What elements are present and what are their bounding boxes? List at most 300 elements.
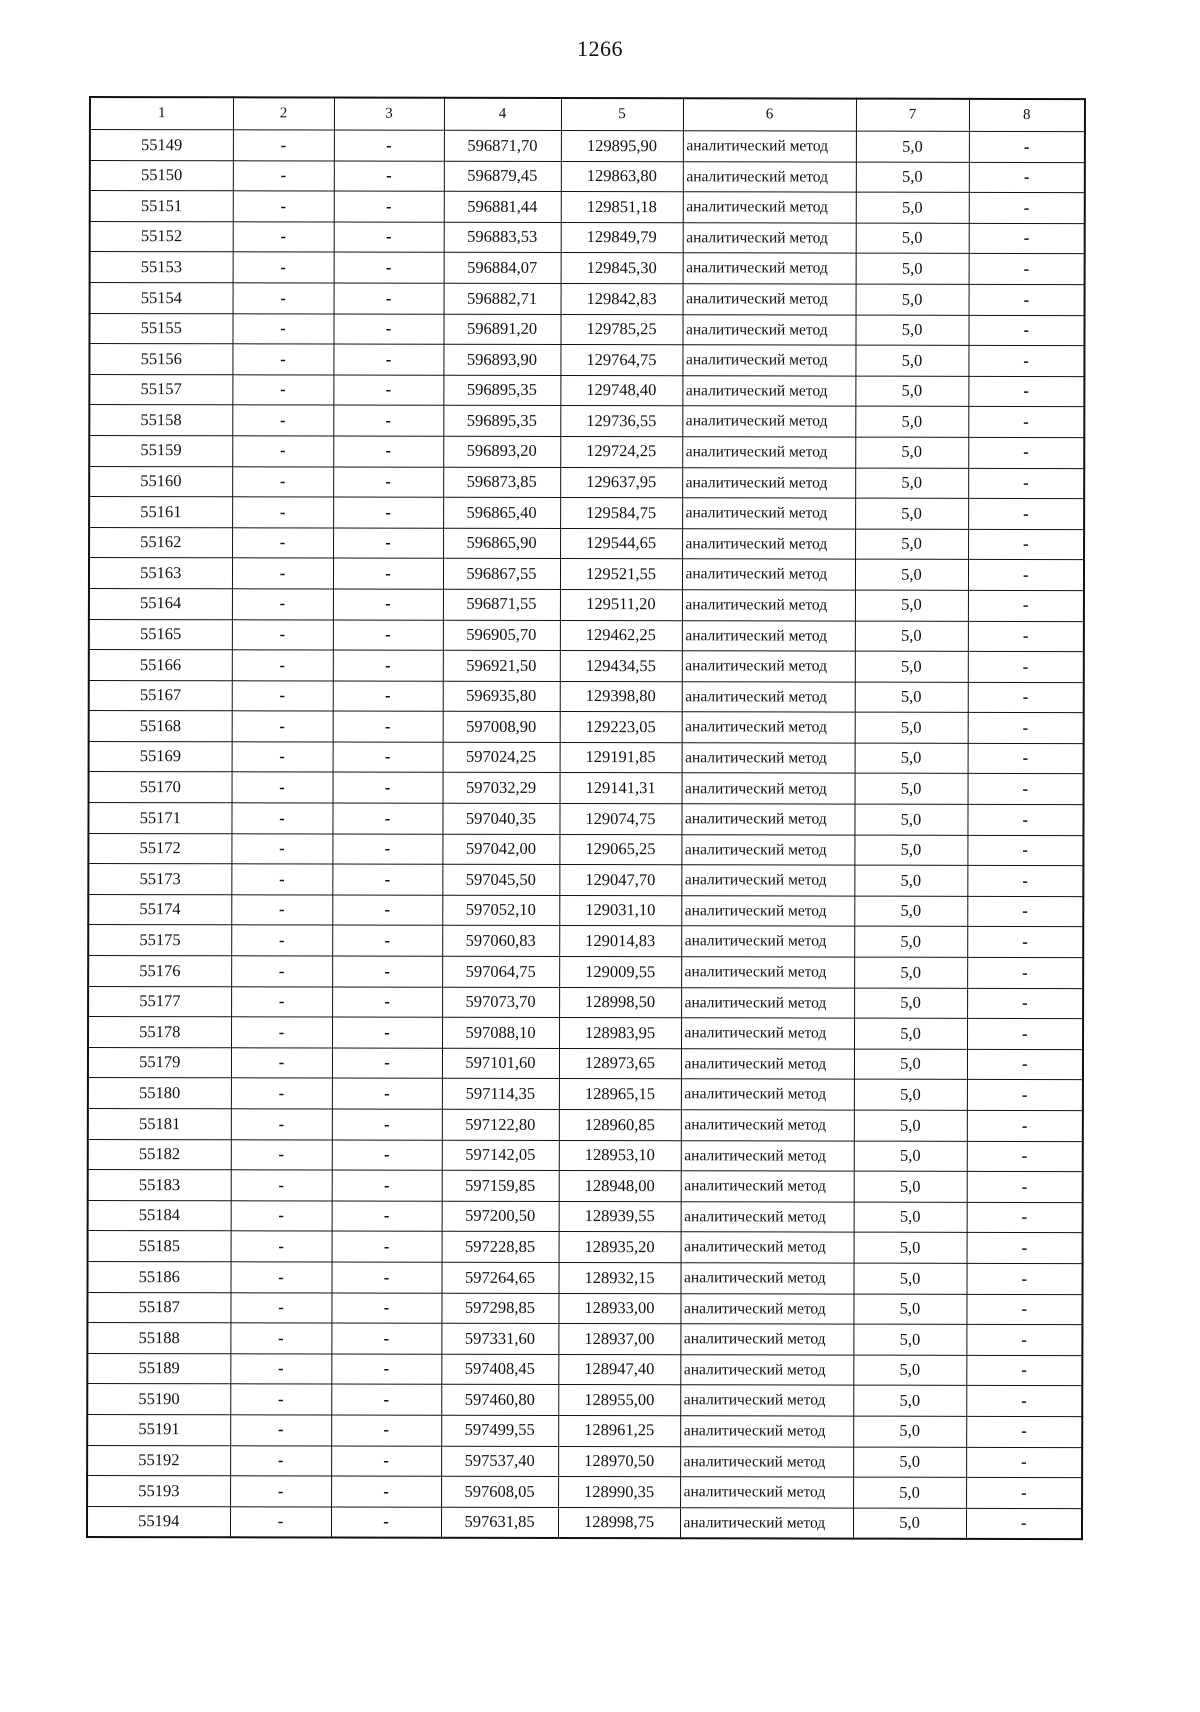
table-row — [89, 650, 1084, 683]
cell-col-8: - — [966, 1355, 1082, 1386]
cell-col-3: - — [332, 1048, 442, 1079]
cell-col-8: - — [968, 407, 1084, 438]
cell-col-2: - — [231, 1109, 332, 1140]
column-header-1: 1 — [90, 97, 233, 130]
cell-method: аналитический метод — [680, 1385, 853, 1416]
cell-col-2: - — [232, 711, 333, 742]
cell-col-3: - — [331, 1323, 441, 1354]
cell-coord-y: 129031,10 — [559, 895, 681, 926]
cell-point-number: 55168 — [89, 711, 232, 742]
cell-col-2: - — [231, 1017, 332, 1048]
cell-col-2: - — [230, 1384, 331, 1415]
table-row — [89, 680, 1084, 713]
cell-col-2: - — [230, 1292, 331, 1323]
cell-coord-y: 128961,25 — [558, 1415, 680, 1446]
cell-point-number: 55160 — [89, 466, 232, 497]
cell-coord-x: 597060,83 — [442, 926, 559, 957]
table-row — [87, 1414, 1082, 1447]
cell-method: аналитический метод — [681, 1171, 854, 1202]
cell-coord-x: 597460,80 — [441, 1385, 558, 1416]
cell-method: аналитический метод — [683, 161, 856, 192]
cell-col-2: - — [231, 803, 332, 834]
table-row — [88, 925, 1083, 958]
cell-point-number: 55161 — [89, 497, 232, 528]
cell-col-3: - — [333, 375, 443, 406]
cell-col-8: - — [968, 774, 1084, 805]
table-row — [90, 160, 1085, 193]
cell-col-8: - — [966, 1386, 1082, 1417]
cell-coord-y: 129521,55 — [560, 559, 682, 590]
cell-method: аналитический метод — [682, 345, 855, 376]
cell-accuracy: 5,0 — [854, 1080, 967, 1111]
cell-method: аналитический метод — [680, 1446, 853, 1477]
cell-col-8: - — [968, 743, 1084, 774]
cell-coord-x: 596895,35 — [443, 375, 560, 406]
cell-col-8: - — [967, 957, 1083, 988]
cell-method: аналитический метод — [682, 773, 855, 804]
cell-point-number: 55176 — [88, 956, 231, 987]
cell-coord-x: 596873,85 — [443, 467, 560, 498]
cell-coord-x: 597499,55 — [441, 1415, 558, 1446]
cell-accuracy: 5,0 — [854, 957, 967, 988]
cell-coord-x: 596891,20 — [443, 314, 560, 345]
cell-accuracy: 5,0 — [855, 743, 968, 774]
cell-coord-x: 597008,90 — [443, 712, 560, 743]
cell-coord-x: 596865,40 — [443, 497, 560, 528]
cell-col-2: - — [230, 1323, 331, 1354]
cell-method: аналитический метод — [682, 406, 855, 437]
cell-point-number: 55175 — [88, 925, 231, 956]
cell-point-number: 55170 — [89, 772, 232, 803]
cell-method: аналитический метод — [680, 1263, 853, 1294]
cell-coord-x: 596871,55 — [443, 589, 560, 620]
cell-col-8: - — [969, 284, 1085, 315]
cell-accuracy: 5,0 — [855, 498, 968, 529]
cell-point-number: 55162 — [89, 527, 232, 558]
cell-col-8: - — [969, 131, 1085, 162]
cell-col-3: - — [333, 497, 443, 528]
table-row — [87, 1445, 1082, 1478]
cell-method: аналитический метод — [683, 192, 856, 223]
cell-accuracy: 5,0 — [855, 529, 968, 560]
cell-col-8: - — [968, 437, 1084, 468]
table-row — [89, 527, 1084, 560]
cell-coord-x: 597200,50 — [442, 1201, 559, 1232]
cell-point-number: 55149 — [90, 130, 233, 161]
cell-col-8: - — [967, 866, 1083, 897]
cell-col-2: - — [232, 436, 333, 467]
cell-coord-y: 128933,00 — [558, 1293, 680, 1324]
cell-coord-x: 596895,35 — [443, 406, 560, 437]
cell-point-number: 55165 — [89, 619, 232, 650]
cell-coord-x: 597298,85 — [441, 1293, 558, 1324]
cell-coord-y: 129842,83 — [561, 283, 683, 314]
cell-col-2: - — [231, 1139, 332, 1170]
cell-accuracy: 5,0 — [854, 865, 967, 896]
cell-col-3: - — [333, 589, 443, 620]
cell-method: аналитический метод — [680, 1507, 853, 1538]
table-row — [87, 1506, 1082, 1539]
cell-col-3: - — [333, 528, 443, 559]
cell-coord-x: 597142,05 — [442, 1140, 559, 1171]
cell-col-2: - — [231, 864, 332, 895]
table-row — [89, 374, 1084, 407]
cell-col-2: - — [233, 222, 334, 253]
cell-col-2: - — [231, 895, 332, 926]
cell-col-3: - — [331, 1476, 441, 1507]
cell-coord-x: 597042,00 — [442, 834, 559, 865]
table-row — [89, 313, 1084, 346]
cell-accuracy: 5,0 — [854, 988, 967, 1019]
cell-col-2: - — [231, 956, 332, 987]
cell-point-number: 55183 — [88, 1170, 231, 1201]
cell-accuracy: 5,0 — [855, 315, 968, 346]
cell-col-3: - — [333, 742, 443, 773]
cell-col-8: - — [968, 651, 1084, 682]
cell-coord-x: 597608,05 — [441, 1476, 558, 1507]
cell-col-2: - — [233, 191, 334, 222]
cell-coord-y: 129863,80 — [561, 161, 683, 192]
cell-col-8: - — [969, 193, 1085, 224]
cell-coord-x: 597088,10 — [442, 1017, 559, 1048]
cell-col-2: - — [231, 833, 332, 864]
cell-method: аналитический метод — [681, 1202, 854, 1233]
cell-col-3: - — [332, 956, 442, 987]
column-header-5: 5 — [561, 98, 683, 131]
cell-coord-x: 597045,50 — [442, 864, 559, 895]
cell-coord-x: 596905,70 — [443, 620, 560, 651]
cell-col-2: - — [232, 344, 333, 375]
cell-coord-y: 128983,95 — [559, 1018, 681, 1049]
cell-method: аналитический метод — [682, 559, 855, 590]
cell-coord-x: 597073,70 — [442, 987, 559, 1018]
cell-col-3: - — [333, 620, 443, 651]
cell-coord-x: 596921,50 — [443, 650, 560, 681]
cell-point-number: 55192 — [87, 1445, 230, 1476]
cell-point-number: 55158 — [89, 405, 232, 436]
cell-method: аналитический метод — [680, 1416, 853, 1447]
cell-col-2: - — [232, 772, 333, 803]
cell-col-2: - — [232, 558, 333, 589]
cell-col-2: - — [232, 528, 333, 559]
page-number: 1266 — [577, 36, 623, 61]
cell-col-2: - — [232, 650, 333, 681]
cell-accuracy: 5,0 — [855, 468, 968, 499]
cell-point-number: 55181 — [88, 1108, 231, 1139]
cell-method: аналитический метод — [682, 651, 855, 682]
cell-col-2: - — [233, 283, 334, 314]
table-row — [88, 1200, 1083, 1233]
cell-coord-x: 597631,85 — [441, 1507, 558, 1538]
cell-accuracy: 5,0 — [856, 162, 969, 193]
cell-col-8: - — [966, 1294, 1082, 1325]
cell-accuracy: 5,0 — [856, 253, 969, 284]
cell-accuracy: 5,0 — [856, 131, 969, 162]
cell-coord-y: 129544,65 — [560, 528, 682, 559]
cell-coord-y: 128998,75 — [558, 1507, 680, 1538]
cell-method: аналитический метод — [681, 1232, 854, 1263]
table-body — [87, 130, 1085, 1540]
cell-accuracy: 5,0 — [854, 804, 967, 835]
table-header-row — [90, 97, 1085, 132]
cell-coord-x: 597408,45 — [441, 1354, 558, 1385]
cell-col-3: - — [332, 1231, 442, 1262]
cell-col-2: - — [231, 925, 332, 956]
cell-col-3: - — [332, 987, 442, 1018]
cell-col-8: - — [968, 590, 1084, 621]
cell-point-number: 55172 — [88, 833, 231, 864]
cell-point-number: 55163 — [89, 558, 232, 589]
cell-col-8: - — [966, 1477, 1082, 1508]
cell-col-3: - — [334, 191, 444, 222]
cell-col-2: - — [230, 1415, 331, 1446]
cell-coord-y: 129141,31 — [560, 773, 682, 804]
cell-col-3: - — [334, 252, 444, 283]
cell-coord-y: 129014,83 — [559, 926, 681, 957]
table-row — [89, 588, 1084, 621]
cell-col-3: - — [332, 1109, 442, 1140]
cell-coord-x: 597040,35 — [442, 803, 559, 834]
cell-method: аналитический метод — [682, 590, 855, 621]
cell-accuracy: 5,0 — [854, 1141, 967, 1172]
cell-col-3: - — [332, 864, 442, 895]
cell-coord-x: 596865,90 — [443, 528, 560, 559]
cell-method: аналитический метод — [680, 1293, 853, 1324]
cell-method: аналитический метод — [681, 1049, 854, 1080]
cell-col-3: - — [333, 467, 443, 498]
cell-point-number: 55178 — [88, 1017, 231, 1048]
cell-col-8: - — [967, 1141, 1083, 1172]
cell-coord-y: 128955,00 — [558, 1385, 680, 1416]
table-row — [87, 1292, 1082, 1325]
cell-coord-x: 596893,20 — [443, 436, 560, 467]
cell-point-number: 55191 — [87, 1414, 230, 1445]
column-header-8: 8 — [969, 99, 1085, 132]
cell-col-8: - — [966, 1508, 1082, 1539]
cell-col-8: - — [967, 1233, 1083, 1264]
cell-point-number: 55182 — [88, 1139, 231, 1170]
cell-point-number: 55167 — [89, 680, 232, 711]
cell-point-number: 55156 — [89, 344, 232, 375]
column-header-3: 3 — [334, 98, 444, 131]
cell-coord-x: 597228,85 — [442, 1232, 559, 1263]
table-row — [88, 986, 1083, 1019]
cell-col-2: - — [233, 252, 334, 283]
cell-point-number: 55190 — [87, 1384, 230, 1415]
table-row — [87, 1323, 1082, 1356]
cell-point-number: 55185 — [88, 1231, 231, 1262]
cell-coord-y: 129065,25 — [559, 834, 681, 865]
table-row — [90, 282, 1085, 315]
cell-coord-x: 596884,07 — [444, 253, 561, 284]
cell-coord-x: 597537,40 — [441, 1446, 558, 1477]
cell-method: аналитический метод — [681, 957, 854, 988]
cell-col-2: - — [230, 1262, 331, 1293]
table-row — [87, 1476, 1082, 1509]
cell-coord-y: 129191,85 — [560, 742, 682, 773]
table-row — [88, 1139, 1083, 1172]
cell-coord-x: 596935,80 — [443, 681, 560, 712]
cell-col-3: - — [332, 1017, 442, 1048]
cell-point-number: 55193 — [87, 1476, 230, 1507]
cell-method: аналитический метод — [681, 1018, 854, 1049]
cell-point-number: 55152 — [90, 221, 233, 252]
cell-coord-y: 129434,55 — [560, 651, 682, 682]
cell-accuracy: 5,0 — [855, 406, 968, 437]
cell-accuracy: 5,0 — [855, 376, 968, 407]
cell-method: аналитический метод — [683, 223, 856, 254]
cell-coord-x: 596871,70 — [444, 130, 561, 161]
cell-col-3: - — [331, 1293, 441, 1324]
table-row — [88, 1078, 1083, 1111]
cell-coord-x: 597114,35 — [442, 1079, 559, 1110]
cell-col-8: - — [966, 1416, 1082, 1447]
cell-coord-y: 128998,50 — [559, 987, 681, 1018]
cell-accuracy: 5,0 — [855, 651, 968, 682]
table-row — [89, 405, 1084, 438]
cell-method: аналитический метод — [681, 926, 854, 957]
cell-coord-y: 128960,85 — [559, 1109, 681, 1140]
cell-coord-x: 597064,75 — [442, 956, 559, 987]
table-row — [88, 956, 1083, 989]
cell-point-number: 55157 — [89, 374, 232, 405]
cell-col-3: - — [333, 772, 443, 803]
cell-col-3: - — [332, 1170, 442, 1201]
cell-col-2: - — [232, 680, 333, 711]
cell-method: аналитический метод — [681, 804, 854, 835]
cell-col-8: - — [968, 315, 1084, 346]
cell-point-number: 55151 — [90, 191, 233, 222]
cell-coord-y: 128947,40 — [558, 1354, 680, 1385]
cell-coord-y: 129785,25 — [560, 314, 682, 345]
cell-accuracy: 5,0 — [853, 1355, 966, 1386]
cell-col-8: - — [969, 254, 1085, 285]
cell-accuracy: 5,0 — [854, 1202, 967, 1233]
cell-point-number: 55177 — [88, 986, 231, 1017]
cell-accuracy: 5,0 — [854, 1049, 967, 1080]
cell-method: аналитический метод — [683, 253, 856, 284]
cell-accuracy: 5,0 — [855, 621, 968, 652]
cell-method: аналитический метод — [682, 498, 855, 529]
cell-point-number: 55150 — [90, 160, 233, 191]
cell-method: аналитический метод — [682, 528, 855, 559]
cell-col-3: - — [333, 681, 443, 712]
cell-coord-y: 128965,15 — [559, 1079, 681, 1110]
cell-coord-x: 597024,25 — [443, 742, 560, 773]
cell-col-2: - — [230, 1507, 331, 1538]
table-row — [88, 1231, 1083, 1264]
table-row — [87, 1261, 1082, 1294]
cell-col-2: - — [231, 1048, 332, 1079]
cell-method: аналитический метод — [682, 314, 855, 345]
cell-point-number: 55166 — [89, 650, 232, 681]
cell-col-8: - — [968, 468, 1084, 499]
cell-coord-y: 129748,40 — [560, 375, 682, 406]
table-row — [87, 1353, 1082, 1386]
cell-col-2: - — [231, 1231, 332, 1262]
cell-col-8: - — [966, 1447, 1082, 1478]
cell-coord-y: 128948,00 — [559, 1171, 681, 1202]
cell-accuracy: 5,0 — [853, 1385, 966, 1416]
cell-method: аналитический метод — [682, 375, 855, 406]
cell-point-number: 55174 — [88, 894, 231, 925]
cell-col-8: - — [967, 1110, 1083, 1141]
cell-col-8: - — [967, 1172, 1083, 1203]
cell-coord-y: 129511,20 — [560, 589, 682, 620]
cell-col-2: - — [233, 130, 334, 161]
table-row — [89, 558, 1084, 591]
table-row — [88, 1047, 1083, 1080]
column-header-2: 2 — [233, 97, 334, 130]
cell-coord-x: 596893,90 — [443, 344, 560, 375]
cell-coord-x: 597052,10 — [442, 895, 559, 926]
cell-col-3: - — [333, 344, 443, 375]
cell-point-number: 55155 — [89, 313, 232, 344]
cell-col-2: - — [231, 1201, 332, 1232]
cell-point-number: 55169 — [89, 741, 232, 772]
cell-col-2: - — [232, 589, 333, 620]
cell-method: аналитический метод — [681, 1079, 854, 1110]
cell-point-number: 55153 — [90, 252, 233, 283]
cell-col-3: - — [331, 1262, 441, 1293]
cell-col-8: - — [967, 1049, 1083, 1080]
cell-coord-y: 129462,25 — [560, 620, 682, 651]
cell-coord-y: 129736,55 — [560, 406, 682, 437]
table-row — [89, 344, 1084, 377]
cell-col-8: - — [967, 927, 1083, 958]
cell-accuracy: 5,0 — [856, 223, 969, 254]
table-row — [89, 466, 1084, 499]
cell-coord-y: 129009,55 — [559, 957, 681, 988]
table-row — [89, 619, 1084, 652]
cell-coord-y: 128932,15 — [558, 1262, 680, 1293]
cell-col-8: - — [969, 223, 1085, 254]
table-row — [90, 221, 1085, 254]
cell-col-2: - — [230, 1476, 331, 1507]
cell-method: аналитический метод — [681, 896, 854, 927]
cell-col-2: - — [232, 466, 333, 497]
cell-accuracy: 5,0 — [854, 1110, 967, 1141]
cell-coord-x: 596883,53 — [444, 222, 561, 253]
cell-method: аналитический метод — [681, 987, 854, 1018]
cell-col-8: - — [968, 498, 1084, 529]
cell-col-2: - — [230, 1445, 331, 1476]
table-row — [88, 833, 1083, 866]
cell-accuracy: 5,0 — [854, 835, 967, 866]
table-row — [88, 1017, 1083, 1050]
table-row — [90, 191, 1085, 224]
cell-method: аналитический метод — [681, 865, 854, 896]
cell-accuracy: 5,0 — [853, 1508, 966, 1539]
cell-accuracy: 5,0 — [853, 1416, 966, 1447]
cell-col-8: - — [967, 988, 1083, 1019]
cell-point-number: 55184 — [88, 1200, 231, 1231]
coordinates-table — [86, 96, 1086, 1540]
cell-col-8: - — [967, 896, 1083, 927]
cell-point-number: 55186 — [87, 1261, 230, 1292]
cell-accuracy: 5,0 — [853, 1263, 966, 1294]
cell-col-3: - — [334, 130, 444, 161]
cell-coord-x: 596867,55 — [443, 559, 560, 590]
cell-col-8: - — [967, 1080, 1083, 1111]
cell-col-2: - — [233, 160, 334, 191]
cell-col-3: - — [334, 283, 444, 314]
cell-point-number: 55154 — [90, 282, 233, 313]
cell-col-8: - — [967, 804, 1083, 835]
cell-point-number: 55173 — [88, 864, 231, 895]
cell-coord-x: 597264,65 — [441, 1262, 558, 1293]
cell-method: аналитический метод — [680, 1354, 853, 1385]
